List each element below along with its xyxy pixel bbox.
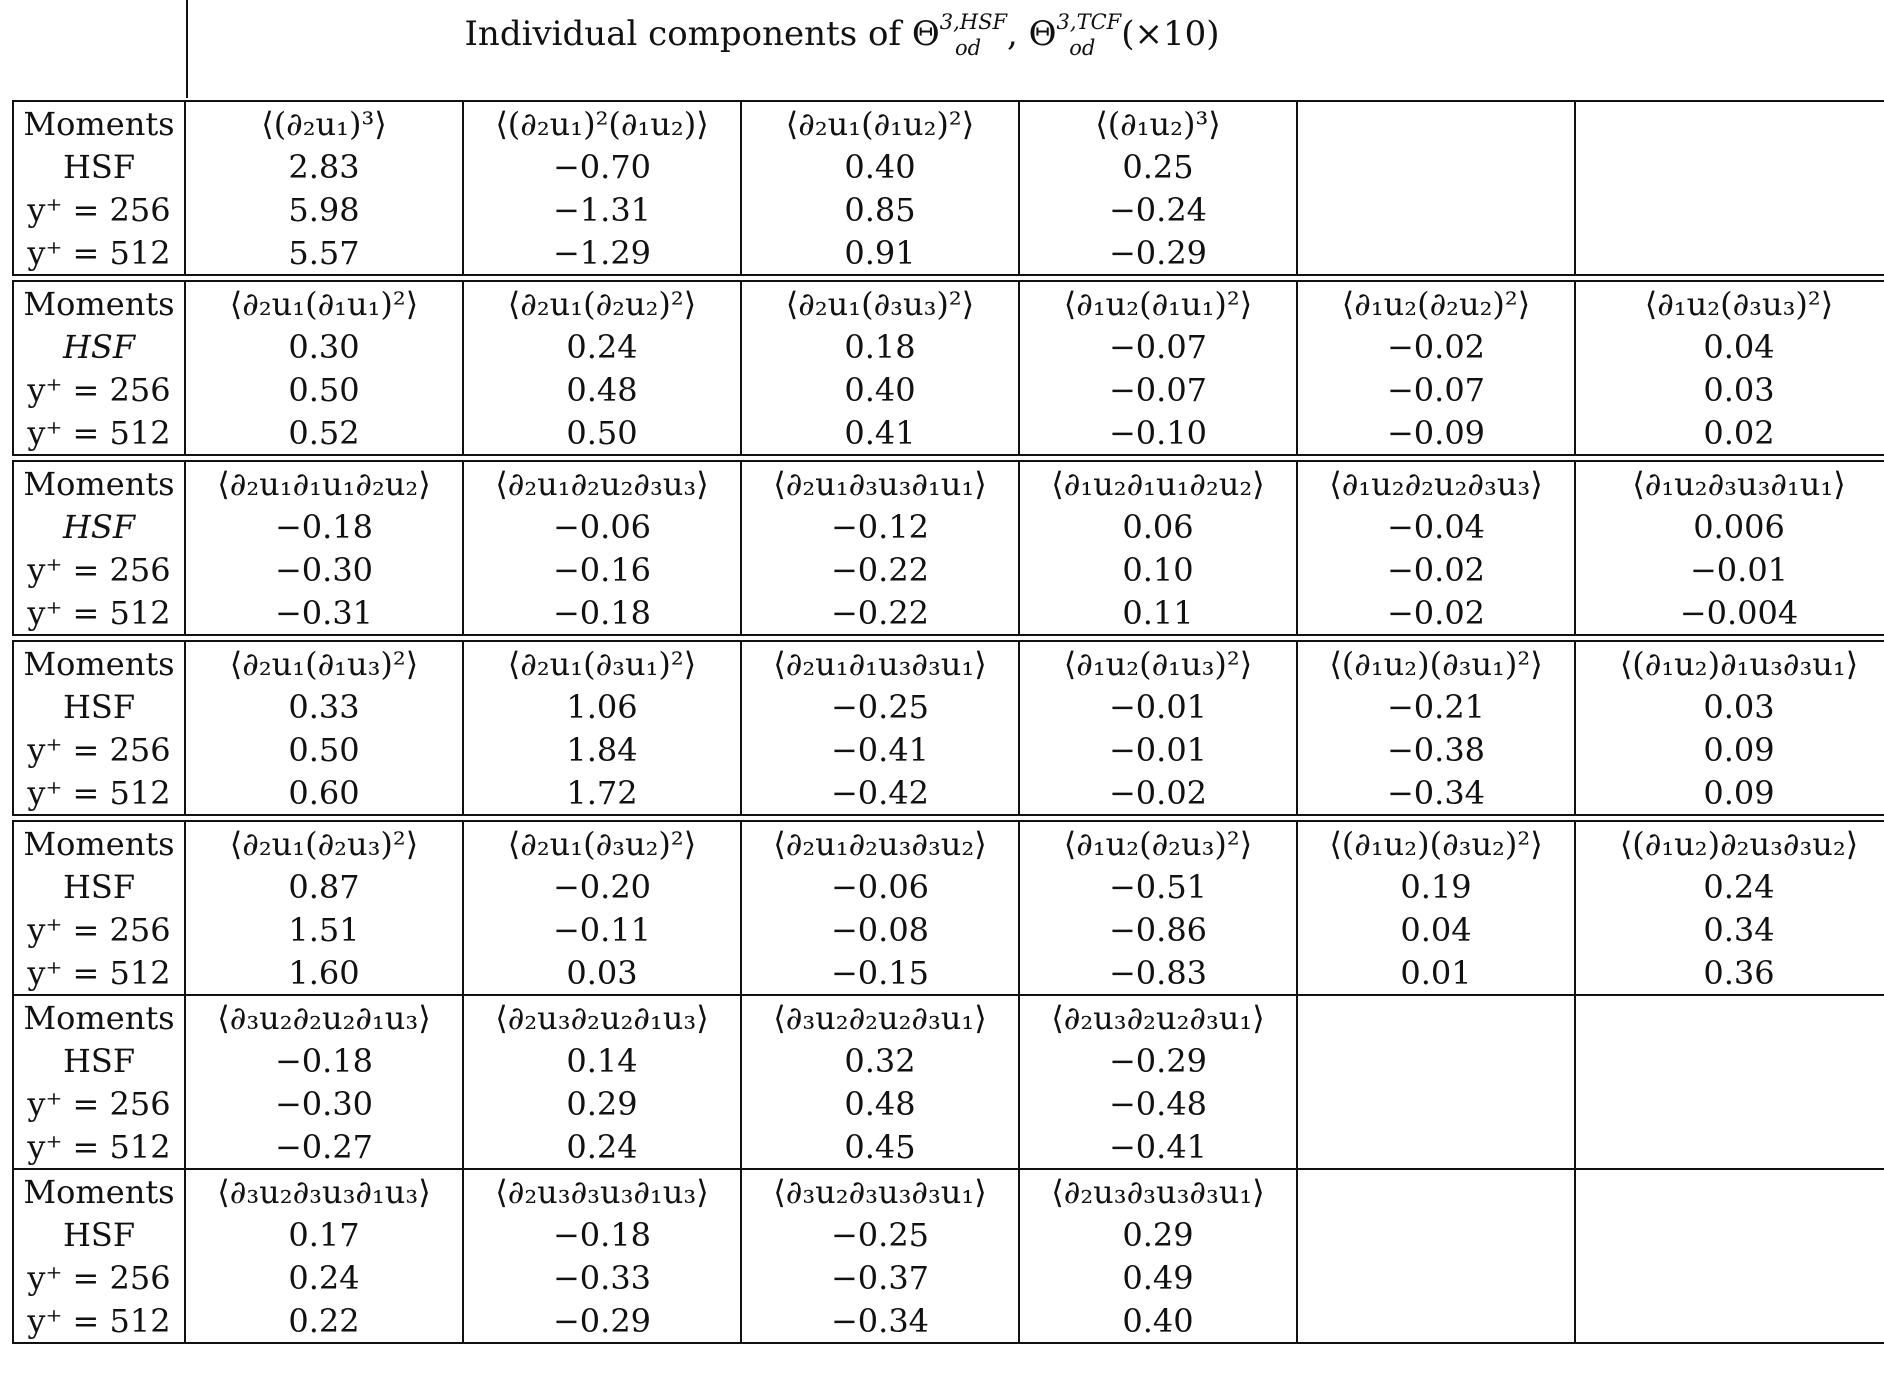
moment-header-cell: ⟨∂₂u₁∂₁u₃∂₃u₁⟩: [741, 641, 1019, 685]
table-cell: 0.29: [1019, 1213, 1297, 1256]
moments-table: [12, 100, 1884, 1344]
table-cell: −0.02: [1019, 771, 1297, 815]
table-cell: −0.01: [1019, 728, 1297, 771]
table-block: [12, 994, 1884, 1170]
moment-header-cell: ⟨∂₁u₂(∂₂u₂)²⟩: [1297, 281, 1575, 325]
table-block: [12, 460, 1884, 636]
table-cell: 0.24: [185, 1256, 463, 1299]
table-cell: [1575, 188, 1884, 231]
table-cell: −0.34: [1297, 771, 1575, 815]
moment-header-cell: ⟨∂₁u₂∂₃u₃∂₁u₁⟩: [1575, 461, 1884, 505]
moment-header-cell: ⟨(∂₁u₂)∂₁u₃∂₃u₁⟩: [1575, 641, 1884, 685]
table-row: [13, 1256, 1884, 1299]
table-row: [13, 231, 1884, 275]
table-row: [13, 1213, 1884, 1256]
table-cell: 0.50: [185, 368, 463, 411]
moments-header-row: [13, 1169, 1884, 1213]
table-cell: −0.29: [463, 1299, 741, 1343]
moment-header-cell: [1575, 1169, 1884, 1213]
table-cell: −0.09: [1297, 411, 1575, 455]
moment-header-cell: ⟨(∂₁u₂)(∂₃u₂)²⟩: [1297, 821, 1575, 865]
table-cell: 0.29: [463, 1082, 741, 1125]
moment-header-cell: ⟨∂₂u₁(∂₃u₃)²⟩: [741, 281, 1019, 325]
table-cell: −0.07: [1019, 325, 1297, 368]
table-cell: 0.48: [741, 1082, 1019, 1125]
table-cell: [1575, 1256, 1884, 1299]
table-cell: 0.09: [1575, 771, 1884, 815]
moment-header-cell: ⟨(∂₁u₂)∂₂u₃∂₃u₂⟩: [1575, 821, 1884, 865]
table-cell: 2.83: [185, 145, 463, 188]
moment-header-cell: ⟨∂₂u₁∂₂u₃∂₃u₂⟩: [741, 821, 1019, 865]
table-cell: 0.14: [463, 1039, 741, 1082]
moment-header-cell: ⟨∂₁u₂∂₂u₂∂₃u₃⟩: [1297, 461, 1575, 505]
table-cell: −0.29: [1019, 231, 1297, 275]
title-separator: , Θ: [1007, 14, 1057, 54]
table-cell: 1.84: [463, 728, 741, 771]
table-cell: −0.16: [463, 548, 741, 591]
moment-header-cell: ⟨∂₁u₂∂₁u₁∂₂u₂⟩: [1019, 461, 1297, 505]
table-cell: 0.52: [185, 411, 463, 455]
table-cell: −0.02: [1297, 548, 1575, 591]
row-label: y⁺ = 256: [13, 1082, 185, 1125]
table-cell: 0.19: [1297, 865, 1575, 908]
moments-label: Moments: [13, 641, 185, 685]
table-cell: 0.30: [185, 325, 463, 368]
moments-header-row: [13, 461, 1884, 505]
table-block: [12, 280, 1884, 456]
moment-header-cell: ⟨∂₂u₁∂₃u₃∂₁u₁⟩: [741, 461, 1019, 505]
table-cell: [1575, 1082, 1884, 1125]
table-row: [13, 591, 1884, 635]
table-cell: −0.01: [1019, 685, 1297, 728]
moment-header-cell: [1575, 101, 1884, 145]
row-label: HSF: [13, 325, 185, 368]
row-label: y⁺ = 256: [13, 368, 185, 411]
table-cell: −0.30: [185, 1082, 463, 1125]
moment-header-cell: ⟨∂₃u₂∂₂u₂∂₃u₁⟩: [741, 995, 1019, 1039]
row-label: y⁺ = 512: [13, 1299, 185, 1343]
moment-header-cell: ⟨∂₂u₁∂₂u₂∂₃u₃⟩: [463, 461, 741, 505]
table-row: [13, 865, 1884, 908]
table-cell: 0.22: [185, 1299, 463, 1343]
table-cell: −0.24: [1019, 188, 1297, 231]
row-label: y⁺ = 256: [13, 188, 185, 231]
table-cell: 0.04: [1297, 908, 1575, 951]
table-cell: −0.25: [741, 685, 1019, 728]
table-cell: −0.01: [1575, 548, 1884, 591]
table-cell: −0.22: [741, 591, 1019, 635]
moments-label: Moments: [13, 101, 185, 145]
table-cell: 0.34: [1575, 908, 1884, 951]
row-label: y⁺ = 256: [13, 908, 185, 951]
table-cell: [1575, 231, 1884, 275]
row-label: HSF: [13, 145, 185, 188]
table-cell: −0.04: [1297, 505, 1575, 548]
table-cell: −0.38: [1297, 728, 1575, 771]
table-cell: 0.03: [463, 951, 741, 995]
table-cell: −0.41: [741, 728, 1019, 771]
row-label: y⁺ = 512: [13, 771, 185, 815]
row-label: HSF: [13, 505, 185, 548]
table-cell: −0.48: [1019, 1082, 1297, 1125]
table-cell: −0.18: [463, 591, 741, 635]
table-cell: −0.11: [463, 908, 741, 951]
moment-header-cell: ⟨∂₂u₁(∂₂u₃)²⟩: [185, 821, 463, 865]
table-cell: [1297, 145, 1575, 188]
table-row: [13, 1039, 1884, 1082]
table-cell: 0.85: [741, 188, 1019, 231]
title-sup-1: 3,HSF: [939, 10, 1008, 34]
moments-header-row: [13, 281, 1884, 325]
table-cell: −0.10: [1019, 411, 1297, 455]
table-cell: −0.51: [1019, 865, 1297, 908]
row-label: y⁺ = 512: [13, 591, 185, 635]
moment-header-cell: ⟨(∂₁u₂)³⟩: [1019, 101, 1297, 145]
table-row: [13, 325, 1884, 368]
title-sub-1: od: [955, 36, 982, 60]
table-cell: −0.02: [1297, 325, 1575, 368]
table-cell: −1.31: [463, 188, 741, 231]
table-cell: [1297, 1299, 1575, 1343]
table-cell: 0.41: [741, 411, 1019, 455]
moments-header-row: [13, 641, 1884, 685]
table-cell: 0.01: [1297, 951, 1575, 995]
table-row: [13, 771, 1884, 815]
moment-header-cell: ⟨∂₂u₁(∂₂u₂)²⟩: [463, 281, 741, 325]
table-cell: −0.06: [463, 505, 741, 548]
moment-header-cell: ⟨∂₂u₃∂₃u₃∂₁u₃⟩: [463, 1169, 741, 1213]
moment-header-cell: ⟨∂₃u₂∂₂u₂∂₁u₃⟩: [185, 995, 463, 1039]
title-sup-2: 3,TCF: [1056, 10, 1122, 34]
table-cell: [1297, 1256, 1575, 1299]
table-cell: −0.21: [1297, 685, 1575, 728]
table-cell: [1297, 1039, 1575, 1082]
table-cell: 1.06: [463, 685, 741, 728]
table-cell: 1.60: [185, 951, 463, 995]
moment-header-cell: ⟨∂₁u₂(∂₂u₃)²⟩: [1019, 821, 1297, 865]
table-cell: −1.29: [463, 231, 741, 275]
moment-header-cell: ⟨∂₂u₃∂₂u₂∂₃u₁⟩: [1019, 995, 1297, 1039]
table-cell: −0.70: [463, 145, 741, 188]
table-cell: [1575, 1039, 1884, 1082]
table-cell: 0.11: [1019, 591, 1297, 635]
moments-label: Moments: [13, 995, 185, 1039]
table-cell: [1297, 1082, 1575, 1125]
moment-header-cell: ⟨∂₁u₂(∂₁u₃)²⟩: [1019, 641, 1297, 685]
table-cell: 0.40: [741, 145, 1019, 188]
row-label: HSF: [13, 865, 185, 908]
table-cell: 0.25: [1019, 145, 1297, 188]
moment-header-cell: ⟨(∂₂u₁)³⟩: [185, 101, 463, 145]
table-row: [13, 505, 1884, 548]
table-cell: 0.91: [741, 231, 1019, 275]
table-cell: [1297, 1125, 1575, 1169]
table-cell: −0.42: [741, 771, 1019, 815]
table-cell: 0.87: [185, 865, 463, 908]
moment-header-cell: ⟨(∂₁u₂)(∂₃u₁)²⟩: [1297, 641, 1575, 685]
moment-header-cell: ⟨∂₃u₂∂₃u₃∂₁u₃⟩: [185, 1169, 463, 1213]
table-cell: 5.98: [185, 188, 463, 231]
row-label: HSF: [13, 685, 185, 728]
table-cell: −0.18: [185, 1039, 463, 1082]
row-label: y⁺ = 512: [13, 951, 185, 995]
table-row: [13, 145, 1884, 188]
table-cell: [1297, 1213, 1575, 1256]
table-row: [13, 908, 1884, 951]
title-suffix: (×10): [1121, 14, 1220, 54]
table-cell: [1297, 231, 1575, 275]
table-cell: −0.20: [463, 865, 741, 908]
table-row: [13, 951, 1884, 995]
table-cell: −0.33: [463, 1256, 741, 1299]
moments-label: Moments: [13, 461, 185, 505]
table-cell: −0.86: [1019, 908, 1297, 951]
table-row: [13, 728, 1884, 771]
table-cell: −0.27: [185, 1125, 463, 1169]
table-cell: −0.08: [741, 908, 1019, 951]
row-label: y⁺ = 512: [13, 411, 185, 455]
table-cell: −0.37: [741, 1256, 1019, 1299]
moment-header-cell: ⟨∂₁u₂(∂₃u₃)²⟩: [1575, 281, 1884, 325]
table-row: [13, 685, 1884, 728]
moment-header-cell: ⟨∂₁u₂(∂₁u₁)²⟩: [1019, 281, 1297, 325]
moment-header-cell: [1297, 1169, 1575, 1213]
row-label: y⁺ = 256: [13, 728, 185, 771]
moment-header-cell: ⟨∂₂u₁∂₁u₁∂₂u₂⟩: [185, 461, 463, 505]
table-cell: −0.83: [1019, 951, 1297, 995]
moment-header-cell: [1297, 995, 1575, 1039]
table-cell: −0.34: [741, 1299, 1019, 1343]
table-cell: 0.50: [185, 728, 463, 771]
moment-header-cell: ⟨∂₂u₁(∂₁u₂)²⟩: [741, 101, 1019, 145]
table-row: [13, 1299, 1884, 1343]
table-cell: 0.33: [185, 685, 463, 728]
moment-header-cell: ⟨(∂₂u₁)²(∂₁u₂)⟩: [463, 101, 741, 145]
table-cell: 0.40: [1019, 1299, 1297, 1343]
table-cell: −0.31: [185, 591, 463, 635]
table-cell: −0.02: [1297, 591, 1575, 635]
moments-label: Moments: [13, 281, 185, 325]
moment-header-cell: [1297, 101, 1575, 145]
moment-header-cell: ⟨∂₂u₁(∂₃u₂)²⟩: [463, 821, 741, 865]
moments-header-row: [13, 101, 1884, 145]
table-cell: −0.30: [185, 548, 463, 591]
table-block: [12, 1168, 1884, 1344]
table-cell: 0.17: [185, 1213, 463, 1256]
table-cell: 0.60: [185, 771, 463, 815]
table-cell: 1.72: [463, 771, 741, 815]
table-cell: 0.24: [463, 325, 741, 368]
table-cell: −0.07: [1297, 368, 1575, 411]
moments-header-row: [13, 995, 1884, 1039]
table-cell: 5.57: [185, 231, 463, 275]
moments-label: Moments: [13, 1169, 185, 1213]
moment-header-cell: ⟨∂₃u₂∂₃u₃∂₃u₁⟩: [741, 1169, 1019, 1213]
table-block: [12, 820, 1884, 996]
table-cell: 0.006: [1575, 505, 1884, 548]
table-cell: −0.18: [463, 1213, 741, 1256]
table-cell: 0.06: [1019, 505, 1297, 548]
row-label: HSF: [13, 1039, 185, 1082]
table-cell: −0.29: [1019, 1039, 1297, 1082]
moment-header-cell: ⟨∂₂u₁(∂₁u₃)²⟩: [185, 641, 463, 685]
row-label: y⁺ = 256: [13, 548, 185, 591]
table-cell: −0.12: [741, 505, 1019, 548]
table-row: [13, 368, 1884, 411]
table-cell: 0.18: [741, 325, 1019, 368]
table-row: [13, 411, 1884, 455]
table-cell: −0.22: [741, 548, 1019, 591]
table-cell: 0.03: [1575, 685, 1884, 728]
table-cell: 0.40: [741, 368, 1019, 411]
table-cell: 0.50: [463, 411, 741, 455]
table-cell: −0.004: [1575, 591, 1884, 635]
moment-header-cell: [1575, 995, 1884, 1039]
table-cell: 0.45: [741, 1125, 1019, 1169]
row-label: HSF: [13, 1213, 185, 1256]
row-label: y⁺ = 512: [13, 1125, 185, 1169]
moment-header-cell: ⟨∂₂u₃∂₃u₃∂₃u₁⟩: [1019, 1169, 1297, 1213]
row-label: y⁺ = 256: [13, 1256, 185, 1299]
table-block: [12, 640, 1884, 816]
table-cell: 0.36: [1575, 951, 1884, 995]
moment-header-cell: ⟨∂₂u₃∂₂u₂∂₁u₃⟩: [463, 995, 741, 1039]
table-cell: −0.18: [185, 505, 463, 548]
table-cell: 0.04: [1575, 325, 1884, 368]
table-cell: [1575, 1299, 1884, 1343]
table-cell: 0.24: [463, 1125, 741, 1169]
table-row: [13, 548, 1884, 591]
table-cell: [1575, 1125, 1884, 1169]
table-cell: 0.32: [741, 1039, 1019, 1082]
table-cell: −0.15: [741, 951, 1019, 995]
moment-header-cell: ⟨∂₂u₁(∂₁u₁)²⟩: [185, 281, 463, 325]
table-cell: −0.25: [741, 1213, 1019, 1256]
title-sub-2: od: [1069, 36, 1096, 60]
title-text: Individual components of Θ: [464, 14, 940, 54]
table-row: [13, 188, 1884, 231]
table-cell: 0.49: [1019, 1256, 1297, 1299]
row-label: y⁺ = 512: [13, 231, 185, 275]
moments-header-row: [13, 821, 1884, 865]
table-row: [13, 1125, 1884, 1169]
table-cell: −0.41: [1019, 1125, 1297, 1169]
table-cell: 0.10: [1019, 548, 1297, 591]
table-title: [188, 6, 1496, 62]
moments-label: Moments: [13, 821, 185, 865]
table-cell: 0.03: [1575, 368, 1884, 411]
table-cell: −0.06: [741, 865, 1019, 908]
table-row: [13, 1082, 1884, 1125]
table-cell: 0.48: [463, 368, 741, 411]
table-cell: 0.24: [1575, 865, 1884, 908]
table-cell: [1575, 145, 1884, 188]
table-cell: 0.09: [1575, 728, 1884, 771]
table-cell: [1575, 1213, 1884, 1256]
table-cell: 1.51: [185, 908, 463, 951]
table-block: [12, 100, 1884, 276]
table-cell: −0.07: [1019, 368, 1297, 411]
table-cell: 0.02: [1575, 411, 1884, 455]
table-cell: [1297, 188, 1575, 231]
moment-header-cell: ⟨∂₂u₁(∂₃u₁)²⟩: [463, 641, 741, 685]
